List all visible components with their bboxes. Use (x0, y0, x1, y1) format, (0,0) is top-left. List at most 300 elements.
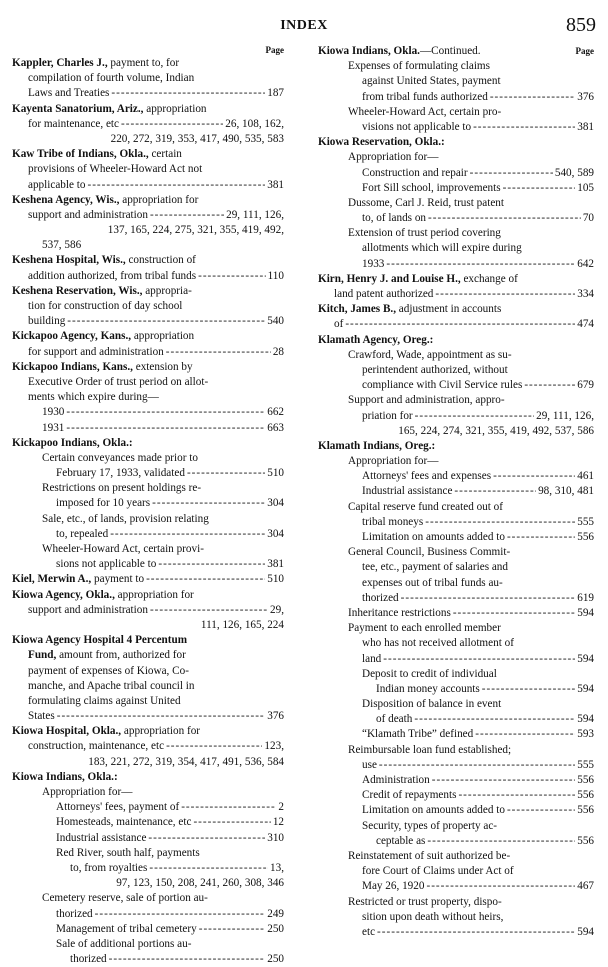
entry-text: Crawford, Wade, appointment as su- (348, 348, 512, 361)
entry-text: Appropriation for— (348, 455, 439, 468)
leader-dots (67, 314, 265, 329)
entry-text (362, 803, 505, 818)
index-line (12, 648, 284, 663)
entry-subject: States (28, 710, 55, 723)
page-reference: 310 (267, 831, 284, 844)
entry-subject: May 26, 1920 (362, 880, 425, 893)
index-line (12, 785, 284, 800)
index-line (318, 712, 594, 727)
entry-subject: Laws and Treaties (28, 87, 110, 100)
entry-text: manche, and Apache tribal council in (28, 679, 195, 692)
index-line (318, 925, 594, 940)
entry-text (56, 922, 197, 937)
index-line (12, 922, 284, 937)
leader-dots (401, 591, 576, 606)
leader-dots (111, 86, 265, 101)
entry-text: Capital reserve fund created out of (348, 500, 504, 513)
entry-text (362, 925, 375, 940)
index-line (318, 652, 594, 667)
entry-text: exchange of (460, 272, 518, 285)
entry-text: Restrictions on present holdings re- (42, 482, 202, 495)
index-line (318, 788, 594, 803)
entry-text (362, 879, 424, 894)
index-line (12, 451, 284, 466)
index-line (12, 71, 284, 86)
entry-text: 537, 586 (42, 239, 82, 252)
index-line (318, 378, 594, 393)
entry-subject: support and administration (28, 603, 148, 616)
entry-text (376, 682, 480, 697)
entry-text (334, 287, 433, 302)
leader-dots (524, 378, 575, 393)
entry-text (28, 86, 109, 101)
page-reference: 304 (267, 497, 284, 510)
index-line (12, 770, 284, 785)
entry-subject: thorized (56, 907, 93, 920)
leader-dots (503, 181, 576, 196)
index-line (12, 603, 284, 618)
page-reference: 662 (267, 406, 284, 419)
page-reference: 474 (577, 318, 594, 331)
index-line (318, 333, 594, 348)
entry-text: Certain conveyances made prior to (42, 451, 198, 464)
index-line (12, 253, 284, 268)
page-reference: 250 (267, 922, 284, 935)
entry-text: Disposition of balance in event (362, 698, 502, 711)
index-line (318, 895, 594, 910)
entry-subject: visions not applicable to (362, 120, 472, 133)
index-line (12, 633, 284, 648)
index-line (12, 329, 284, 344)
page-reference: 555 (577, 758, 594, 771)
entry-text: fore Court of Claims under Act of (362, 865, 514, 878)
entry-subject: ceptable as (376, 834, 426, 847)
leader-dots (453, 606, 575, 621)
index-line (12, 360, 284, 375)
entry-subject: to, repealed (56, 527, 109, 540)
index-line (318, 409, 594, 424)
index-line (12, 679, 284, 694)
page-reference: 594 (577, 652, 594, 665)
leader-dots (149, 861, 268, 876)
page-reference: 70 (582, 212, 594, 225)
leader-dots (414, 712, 575, 727)
index-line (12, 907, 284, 922)
entry-heading: Kiel, Merwin A., (12, 573, 92, 586)
entry-text: Payment to each enrolled member (348, 622, 501, 635)
leader-dots (473, 120, 575, 135)
entry-text (28, 208, 148, 223)
page-reference: 29, 111, 126, (226, 208, 284, 221)
index-column-right (318, 44, 594, 940)
entry-text (56, 527, 108, 542)
leader-dots (507, 530, 575, 545)
leader-dots (150, 208, 224, 223)
entry-subject: sions not applicable to (56, 558, 157, 571)
index-line (318, 606, 594, 621)
index-line (12, 299, 284, 314)
entry-subject: of (334, 318, 344, 331)
entry-text: General Council, Business Commit- (348, 546, 511, 559)
index-line (318, 743, 594, 758)
entry-text (28, 178, 85, 193)
entry-text (362, 166, 468, 181)
entry-subject: Management of tribal cemetery (56, 922, 197, 935)
entry-subject: Industrial assistance (362, 485, 453, 498)
entry-text: Sale, etc., of lands, provision relating (42, 512, 209, 525)
index-line (12, 512, 284, 527)
entry-heading: Kickapoo Indians, Kans., (12, 360, 133, 373)
index-line (318, 727, 594, 742)
index-line (318, 758, 594, 773)
page-reference: 98, 310, 481 (538, 485, 594, 498)
entry-heading: Kayenta Sanatorium, Ariz., (12, 102, 144, 115)
index-line (318, 393, 594, 408)
entry-subject: imposed for 10 years (56, 497, 151, 510)
page-reference: 29, (270, 603, 284, 616)
page-reference: 249 (267, 907, 284, 920)
leader-dots (379, 758, 575, 773)
leader-dots (121, 117, 223, 132)
entry-text (362, 181, 501, 196)
entry-text: tion for construction of day school (28, 300, 183, 312)
entry-subject: thorized (362, 591, 399, 604)
index-line (318, 500, 594, 515)
entry-heading: Kirn, Henry J. and Louise H., (318, 272, 461, 285)
index-line (12, 147, 284, 162)
leader-dots (199, 922, 266, 937)
index-line (318, 454, 594, 469)
entry-text: extension by (132, 360, 193, 373)
index-line (318, 302, 594, 317)
entry-text (56, 907, 93, 922)
entry-heading: Kaw Tribe of Indians, Okla., (12, 148, 149, 161)
entry-text (334, 317, 343, 332)
entry-text: Red River, south half, payments (56, 846, 200, 859)
leader-dots (377, 925, 575, 940)
index-line (318, 287, 594, 302)
page-reference: 556 (577, 531, 594, 543)
entry-subject: payment to (91, 573, 145, 586)
page-reference: 556 (577, 834, 594, 847)
entry-subject: 1933 (362, 257, 385, 270)
entry-text (56, 557, 156, 572)
index-line (12, 405, 284, 420)
index-line (12, 724, 284, 739)
index-line (12, 345, 284, 360)
leader-dots (66, 405, 265, 420)
leader-dots (166, 739, 262, 754)
page-reference: 334 (577, 288, 594, 300)
leader-dots (435, 287, 575, 302)
entry-text: Appropriation for— (42, 786, 133, 798)
entry-text: Appropriation for— (348, 151, 439, 164)
entry-text (362, 469, 491, 484)
index-line (318, 469, 594, 484)
entry-text (28, 269, 196, 284)
index-column-left (12, 44, 284, 967)
page-reference: 105 (577, 181, 594, 194)
page-reference-continuation: 165, 224, 274, 321, 355, 419, 492, 537, 586 (398, 424, 594, 437)
index-line (318, 348, 594, 363)
index-line (12, 542, 284, 557)
entry-text: Wheeler-Howard Act, certain provi- (42, 543, 204, 555)
index-line (318, 272, 594, 287)
entry-subject: etc (362, 925, 376, 938)
index-line (318, 515, 594, 530)
page-reference: 540 (267, 315, 284, 328)
entry-text: appropriation for (119, 193, 199, 206)
entry-text (362, 378, 522, 393)
entry-text (42, 405, 64, 420)
index-line (12, 421, 284, 436)
leader-dots (152, 496, 265, 511)
entry-text (348, 606, 451, 621)
entry-heading: Kickapoo Agency, Kans., (12, 330, 132, 343)
page-reference: 540, 589 (554, 166, 594, 179)
leader-dots (470, 166, 553, 181)
leader-dots (482, 682, 575, 697)
page-reference: 12 (272, 816, 284, 829)
index-line (318, 105, 594, 120)
entry-text: Cemetery reserve, sale of portion au- (42, 892, 208, 905)
continued-heading-suffix: —Continued. (419, 45, 481, 57)
entry-subject: “Klamath Tribe” defined (362, 728, 474, 741)
index-line (12, 178, 284, 193)
index-line (318, 682, 594, 697)
index-line (12, 664, 284, 679)
index-line (318, 484, 594, 499)
entry-text: Deposit to credit of individual (362, 667, 497, 680)
page-reference: 304 (267, 527, 284, 540)
entry-text: appropriation for (121, 725, 201, 738)
entry-text (362, 727, 473, 742)
entry-text (70, 952, 107, 967)
page-reference: 679 (577, 379, 594, 392)
leader-dots (158, 557, 265, 572)
entry-subject: 1930 (42, 406, 65, 419)
index-line (12, 527, 284, 542)
page-reference: 510 (267, 467, 284, 480)
entry-text: Reimbursable loan fund established; (348, 743, 512, 756)
page-reference: 510 (267, 573, 284, 586)
entry-heading: Klamath Agency, Oreg.: (318, 333, 434, 346)
entry-subject: of death (376, 713, 413, 726)
index-line (12, 952, 284, 967)
entry-text: payment to, for (107, 57, 180, 69)
index-line (12, 496, 284, 511)
index-line (318, 773, 594, 788)
index-line (12, 800, 284, 815)
index-line (318, 59, 594, 74)
entry-text: construction of (125, 254, 196, 267)
entry-heading: Kappler, Charles J., (12, 57, 108, 69)
page-reference: 13, (270, 861, 284, 874)
page-title: INDEX (280, 18, 328, 33)
entry-text (28, 345, 164, 360)
entry-subject: applicable to (28, 178, 86, 191)
leader-dots (57, 709, 265, 724)
entry-subject: compliance with Civil Service rules (362, 379, 523, 392)
page-header (0, 6, 608, 46)
page-reference: 556 (577, 774, 594, 786)
entry-text: allotments which will expire during (362, 242, 522, 255)
page-reference: 556 (577, 789, 594, 802)
leader-dots (383, 652, 575, 667)
page-reference: 376 (577, 90, 594, 103)
index-line (12, 831, 284, 846)
page-reference-continuation: 137, 165, 224, 275, 321, 355, 419, 492, (107, 224, 284, 237)
leader-dots (454, 484, 536, 499)
index-line (318, 834, 594, 849)
index-line (318, 317, 594, 332)
index-line (318, 621, 594, 636)
entry-subject: Construction and repair (362, 166, 468, 179)
leader-dots (490, 90, 575, 105)
entry-text (56, 831, 146, 846)
entry-text: Reinstatement of suit authorized be- (348, 849, 511, 862)
leader-dots (109, 952, 266, 967)
entry-subject: construction, maintenance, etc (28, 740, 165, 753)
index-line (12, 694, 284, 709)
index-line (12, 86, 284, 101)
entry-subject: 1931 (42, 421, 65, 434)
index-line (318, 864, 594, 879)
entry-text (362, 484, 452, 499)
leader-dots (150, 603, 268, 618)
entry-subject: Limitation on amounts added to (362, 804, 505, 817)
entry-subject: thorized (70, 953, 107, 966)
index-line (318, 667, 594, 682)
page-reference: 381 (577, 120, 594, 133)
entry-heading: Keshena Hospital, Wis., (12, 254, 126, 267)
entry-text (362, 773, 430, 788)
entry-text (362, 788, 456, 803)
entry-subject: Indian money accounts (376, 682, 480, 695)
page-number: 859 (566, 14, 596, 36)
entry-subject: for support and administration (28, 345, 164, 358)
page-reference: 593 (577, 728, 594, 741)
leader-dots (425, 515, 575, 530)
index-line (12, 846, 284, 861)
page-reference: 110 (267, 269, 284, 282)
entry-subject: addition authorized, from tribal funds (28, 269, 197, 282)
index-line (318, 636, 594, 651)
entry-text: Restricted or trust property, dispo- (348, 895, 502, 908)
index-line (12, 208, 284, 223)
leader-dots (458, 788, 575, 803)
entry-heading: Keshena Reservation, Wis., (12, 284, 143, 297)
entry-text (56, 815, 191, 830)
entry-text (56, 466, 185, 481)
entry-subject: Inheritance restrictions (348, 606, 451, 619)
page-reference: 26, 108, 162, (225, 117, 284, 130)
entry-text: appropriation for (114, 588, 194, 601)
page-reference: 594 (577, 925, 594, 938)
index-line (12, 709, 284, 724)
index-line (318, 120, 594, 135)
page-reference: 2 (278, 801, 284, 814)
entry-text (362, 591, 399, 606)
entry-text: perintendent authorized, without (362, 363, 508, 376)
entry-text (362, 120, 471, 135)
page-reference: 642 (577, 257, 594, 270)
entry-subject: Attorneys' fees and expenses (362, 470, 492, 483)
entry-subject: from tribal funds authorized (362, 90, 488, 103)
index-line (12, 481, 284, 496)
leader-dots (432, 773, 575, 788)
page-reference: 28 (272, 345, 284, 358)
leader-dots (66, 421, 265, 436)
page-reference: 29, 111, 126, (536, 409, 594, 422)
entry-text (56, 496, 150, 511)
index-line (318, 196, 594, 211)
index-line (12, 238, 284, 253)
leader-dots (181, 800, 276, 815)
entry-text: Expenses of formulating claims (348, 60, 490, 73)
page-reference: 376 (267, 710, 284, 723)
entry-heading: Kickapoo Indians, Okla.: (12, 436, 133, 449)
leader-dots (198, 269, 266, 284)
entry-text: tee, etc., payment of salaries and (362, 561, 508, 574)
index-line (318, 819, 594, 834)
index-line (318, 181, 594, 196)
leader-dots (95, 907, 266, 922)
entry-text: ments which expire during— (28, 391, 159, 404)
index-line (318, 560, 594, 575)
index-line (12, 117, 284, 132)
entry-text: who has not received allotment of (362, 637, 514, 650)
entry-text: certain (148, 148, 182, 161)
entry-text: appropriation (131, 330, 195, 343)
entry-text: Wheeler-Howard Act, certain pro- (348, 105, 502, 118)
index-line (318, 241, 594, 256)
entry-text: adjustment in accounts (396, 303, 502, 316)
entry-text: Sale of additional portions au- (56, 937, 192, 950)
index-line (12, 739, 284, 754)
page-reference-continuation: 220, 272, 319, 353, 417, 490, 535, 583 (110, 132, 284, 145)
entry-subject: land patent authorized (334, 288, 434, 300)
leader-dots (193, 815, 270, 830)
index-line (318, 90, 594, 105)
entry-text (70, 861, 147, 876)
entry-text (56, 800, 179, 815)
entry-text (362, 211, 426, 226)
index-line (318, 211, 594, 226)
page-reference-continuation: 183, 221, 272, 319, 354, 417, 491, 536, 584 (88, 755, 284, 768)
index-line (318, 74, 594, 89)
leader-dots (148, 831, 265, 846)
entry-subject: February 17, 1933, validated (56, 467, 185, 480)
leader-dots (475, 727, 575, 742)
index-line (12, 269, 284, 284)
entry-text (362, 409, 413, 424)
entry-text (362, 758, 377, 773)
entry-subject: Attorneys' fees, payment of (56, 801, 180, 814)
entry-text: Dussome, Carl J. Reid, trust patent (348, 196, 504, 209)
entry-subject: support and administration (28, 208, 148, 221)
leader-dots (428, 211, 581, 226)
entry-text (362, 515, 423, 530)
entry-text (362, 257, 384, 272)
leader-dots (415, 409, 534, 424)
index-line (318, 697, 594, 712)
entry-text: payment of expenses of Kiowa, Co- (28, 664, 189, 677)
index-line (12, 466, 284, 481)
entry-heading: Keshena Agency, Wis., (12, 193, 120, 206)
entry-text: expenses out of tribal funds au- (362, 576, 503, 589)
entry-text: appropria- (142, 284, 192, 297)
